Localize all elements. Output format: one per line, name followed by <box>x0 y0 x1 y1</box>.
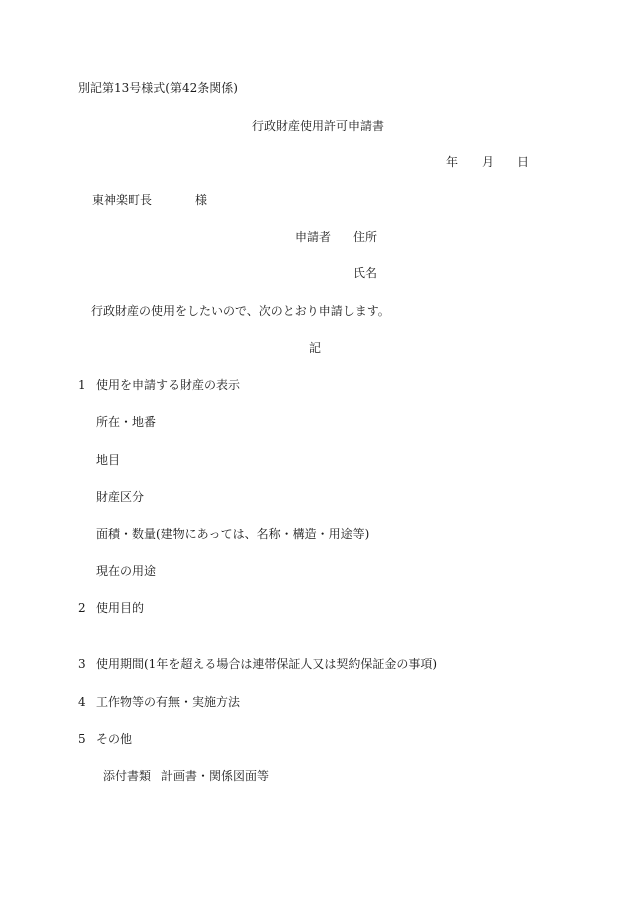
item-1-sub-current-use: 現在の用途 <box>96 564 157 578</box>
addressee-name: 東神楽町長 <box>92 193 153 207</box>
date-month-label: 月 <box>482 155 495 169</box>
item-1-sub-location: 所在・地番 <box>96 415 157 429</box>
item-1-sub-land-category: 地目 <box>96 453 121 467</box>
applicant-address-label: 住所 <box>353 230 378 244</box>
date-day-label: 日 <box>517 155 530 169</box>
item-3-number: 3 <box>78 657 86 671</box>
item-5-number: 5 <box>78 732 86 746</box>
ki-heading: 記 <box>309 341 322 355</box>
attachments-label: 添付書類 <box>103 769 152 783</box>
addressee-honorific: 様 <box>195 193 208 207</box>
item-3-label: 使用期間(1年を超える場合は連帯保証人又は契約保証金の事項) <box>96 657 438 671</box>
form-number: 別記第13号様式(第42条関係) <box>78 81 238 95</box>
application-statement: 行政財産の使用をしたいので、次のとおり申請します。 <box>91 304 390 318</box>
item-1-number: 1 <box>78 378 86 392</box>
form-title: 行政財産使用許可申請書 <box>252 119 385 133</box>
item-1-sub-area-quantity: 面積・数量(建物にあっては、名称・構造・用途等) <box>96 527 370 541</box>
item-4-label: 工作物等の有無・実施方法 <box>96 695 241 709</box>
attachments-value: 計画書・関係図面等 <box>161 769 270 783</box>
item-4-number: 4 <box>78 695 86 709</box>
applicant-name-label: 氏名 <box>353 266 378 280</box>
applicant-label: 申請者 <box>295 230 332 244</box>
item-2-number: 2 <box>78 601 86 615</box>
item-5-label: その他 <box>96 732 133 746</box>
date-year-label: 年 <box>446 155 459 169</box>
item-2-label: 使用目的 <box>96 601 145 615</box>
item-1-sub-property-class: 財産区分 <box>96 490 145 504</box>
item-1-label: 使用を申請する財産の表示 <box>96 378 241 392</box>
